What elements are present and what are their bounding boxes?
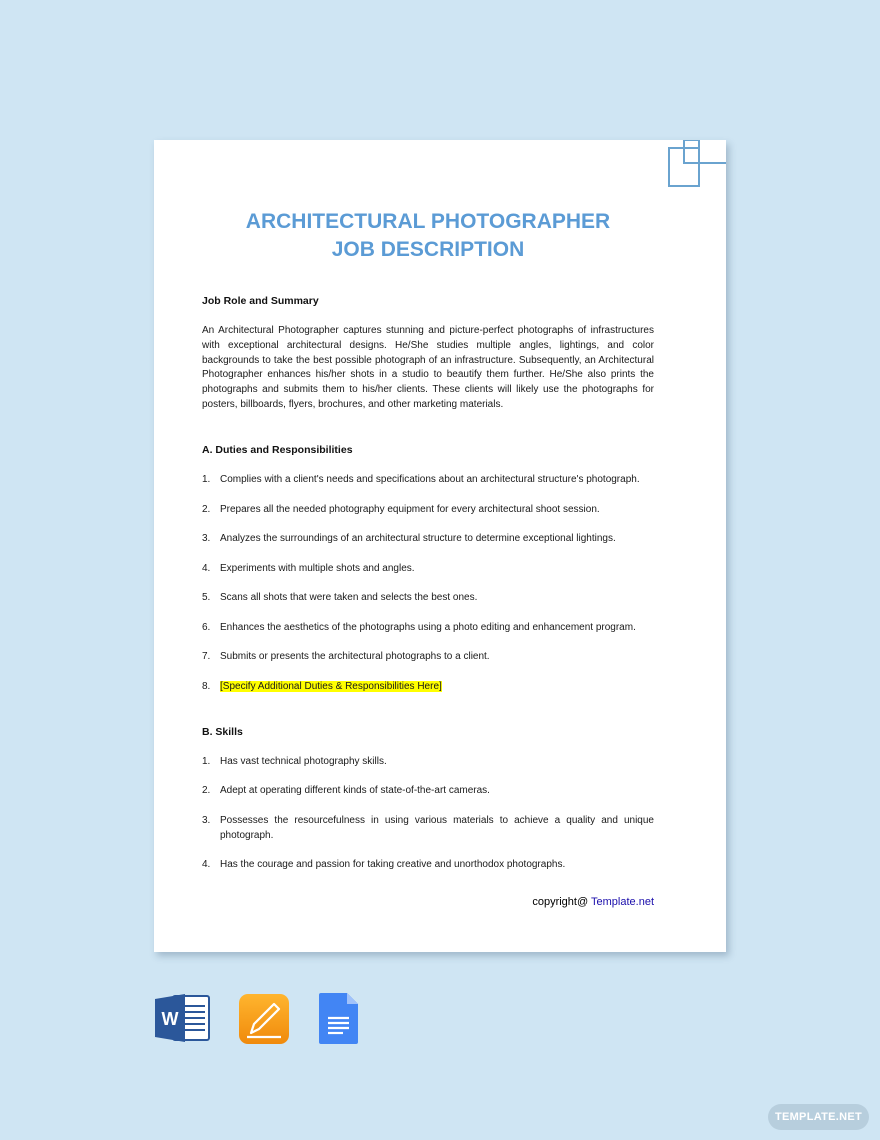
duty-item bbox=[202, 562, 654, 577]
duty-number: 5. bbox=[202, 592, 211, 603]
skill-item bbox=[202, 755, 654, 770]
duty-text: Enhances the aesthetics of the photographs using a photo editing and enhancement program. bbox=[220, 622, 636, 633]
duty-number: 6. bbox=[202, 622, 211, 633]
duty-text: Prepares all the needed photography equipment for every architectural shoot session. bbox=[220, 504, 600, 515]
duty-number: 2. bbox=[202, 504, 211, 515]
duty-item bbox=[202, 650, 654, 665]
skill-text: Adept at operating different kinds of state-of-the-art cameras. bbox=[220, 785, 490, 796]
skill-number: 3. bbox=[202, 815, 211, 826]
duty-number: 3. bbox=[202, 533, 211, 544]
copyright-link[interactable]: Template.net bbox=[591, 896, 654, 908]
corner-decoration-icon bbox=[668, 140, 728, 190]
title-line-2: JOB DESCRIPTION bbox=[331, 238, 525, 261]
skill-item bbox=[202, 814, 654, 844]
highlighted-placeholder-text[interactable]: [Specify Additional Duties & Responsibilities Here] bbox=[220, 681, 442, 692]
skill-text: Possesses the resourcefulness in using various materials to achieve a quality and unique photograph. bbox=[220, 815, 654, 841]
skill-item bbox=[202, 858, 654, 873]
template-net-badge[interactable]: TEMPLATE.NET bbox=[768, 1104, 869, 1130]
document-title bbox=[154, 208, 702, 264]
duty-item bbox=[202, 532, 654, 547]
copyright-prefix: copyright@ bbox=[532, 896, 592, 908]
word-icon-letter: W bbox=[161, 1009, 179, 1029]
duty-text: Submits or presents the architectural photographs to a client. bbox=[220, 651, 490, 662]
summary-text: An Architectural Photographer captures stunning and picture-perfect photographs of infrastructures with exceptional architectural designs. He/She studies multiple angles, lightings, and color backgrounds to take the best possible photograph of an infrastructure. Subsequently, an Architectural Photographer enhances his/her shots in a studio to beautify them further. He/She also prints the photographs and submits them to his/her clients. These clients will likely use the photographs for posters, billboards, flyers, brochures, and other marketing materials. bbox=[202, 325, 654, 410]
skill-number: 4. bbox=[202, 859, 211, 870]
skill-text: Has the courage and passion for taking creative and unorthodox photographs. bbox=[220, 859, 566, 870]
duty-item bbox=[202, 591, 654, 606]
duty-text: Complies with a client's needs and specifications about an architectural structure's photograph. bbox=[220, 474, 640, 485]
google-docs-icon[interactable] bbox=[318, 993, 360, 1045]
skills-heading: B. Skills bbox=[202, 726, 243, 738]
duty-number: 8. bbox=[202, 681, 211, 692]
duty-number: 7. bbox=[202, 651, 211, 662]
skill-number: 1. bbox=[202, 756, 211, 767]
skill-item bbox=[202, 784, 654, 799]
duties-heading: A. Duties and Responsibilities bbox=[202, 444, 353, 456]
duty-item-placeholder bbox=[202, 680, 654, 695]
summary-heading: Job Role and Summary bbox=[202, 295, 319, 307]
duty-text: Scans all shots that were taken and selects the best ones. bbox=[220, 592, 478, 603]
pages-icon[interactable] bbox=[238, 993, 290, 1045]
duty-item bbox=[202, 473, 654, 488]
duty-number: 1. bbox=[202, 474, 211, 485]
duty-number: 4. bbox=[202, 563, 211, 574]
duty-text: Experiments with multiple shots and angles. bbox=[220, 563, 415, 574]
copyright-line bbox=[480, 896, 654, 908]
skill-text: Has vast technical photography skills. bbox=[220, 756, 387, 767]
duty-item bbox=[202, 503, 654, 518]
duty-text: Analyzes the surroundings of an architectural structure to determine exceptional lightings. bbox=[220, 533, 616, 544]
word-icon[interactable] bbox=[155, 993, 211, 1043]
skill-number: 2. bbox=[202, 785, 211, 796]
duty-item bbox=[202, 621, 654, 636]
title-line-1: ARCHITECTURAL PHOTOGRAPHER bbox=[245, 210, 611, 233]
